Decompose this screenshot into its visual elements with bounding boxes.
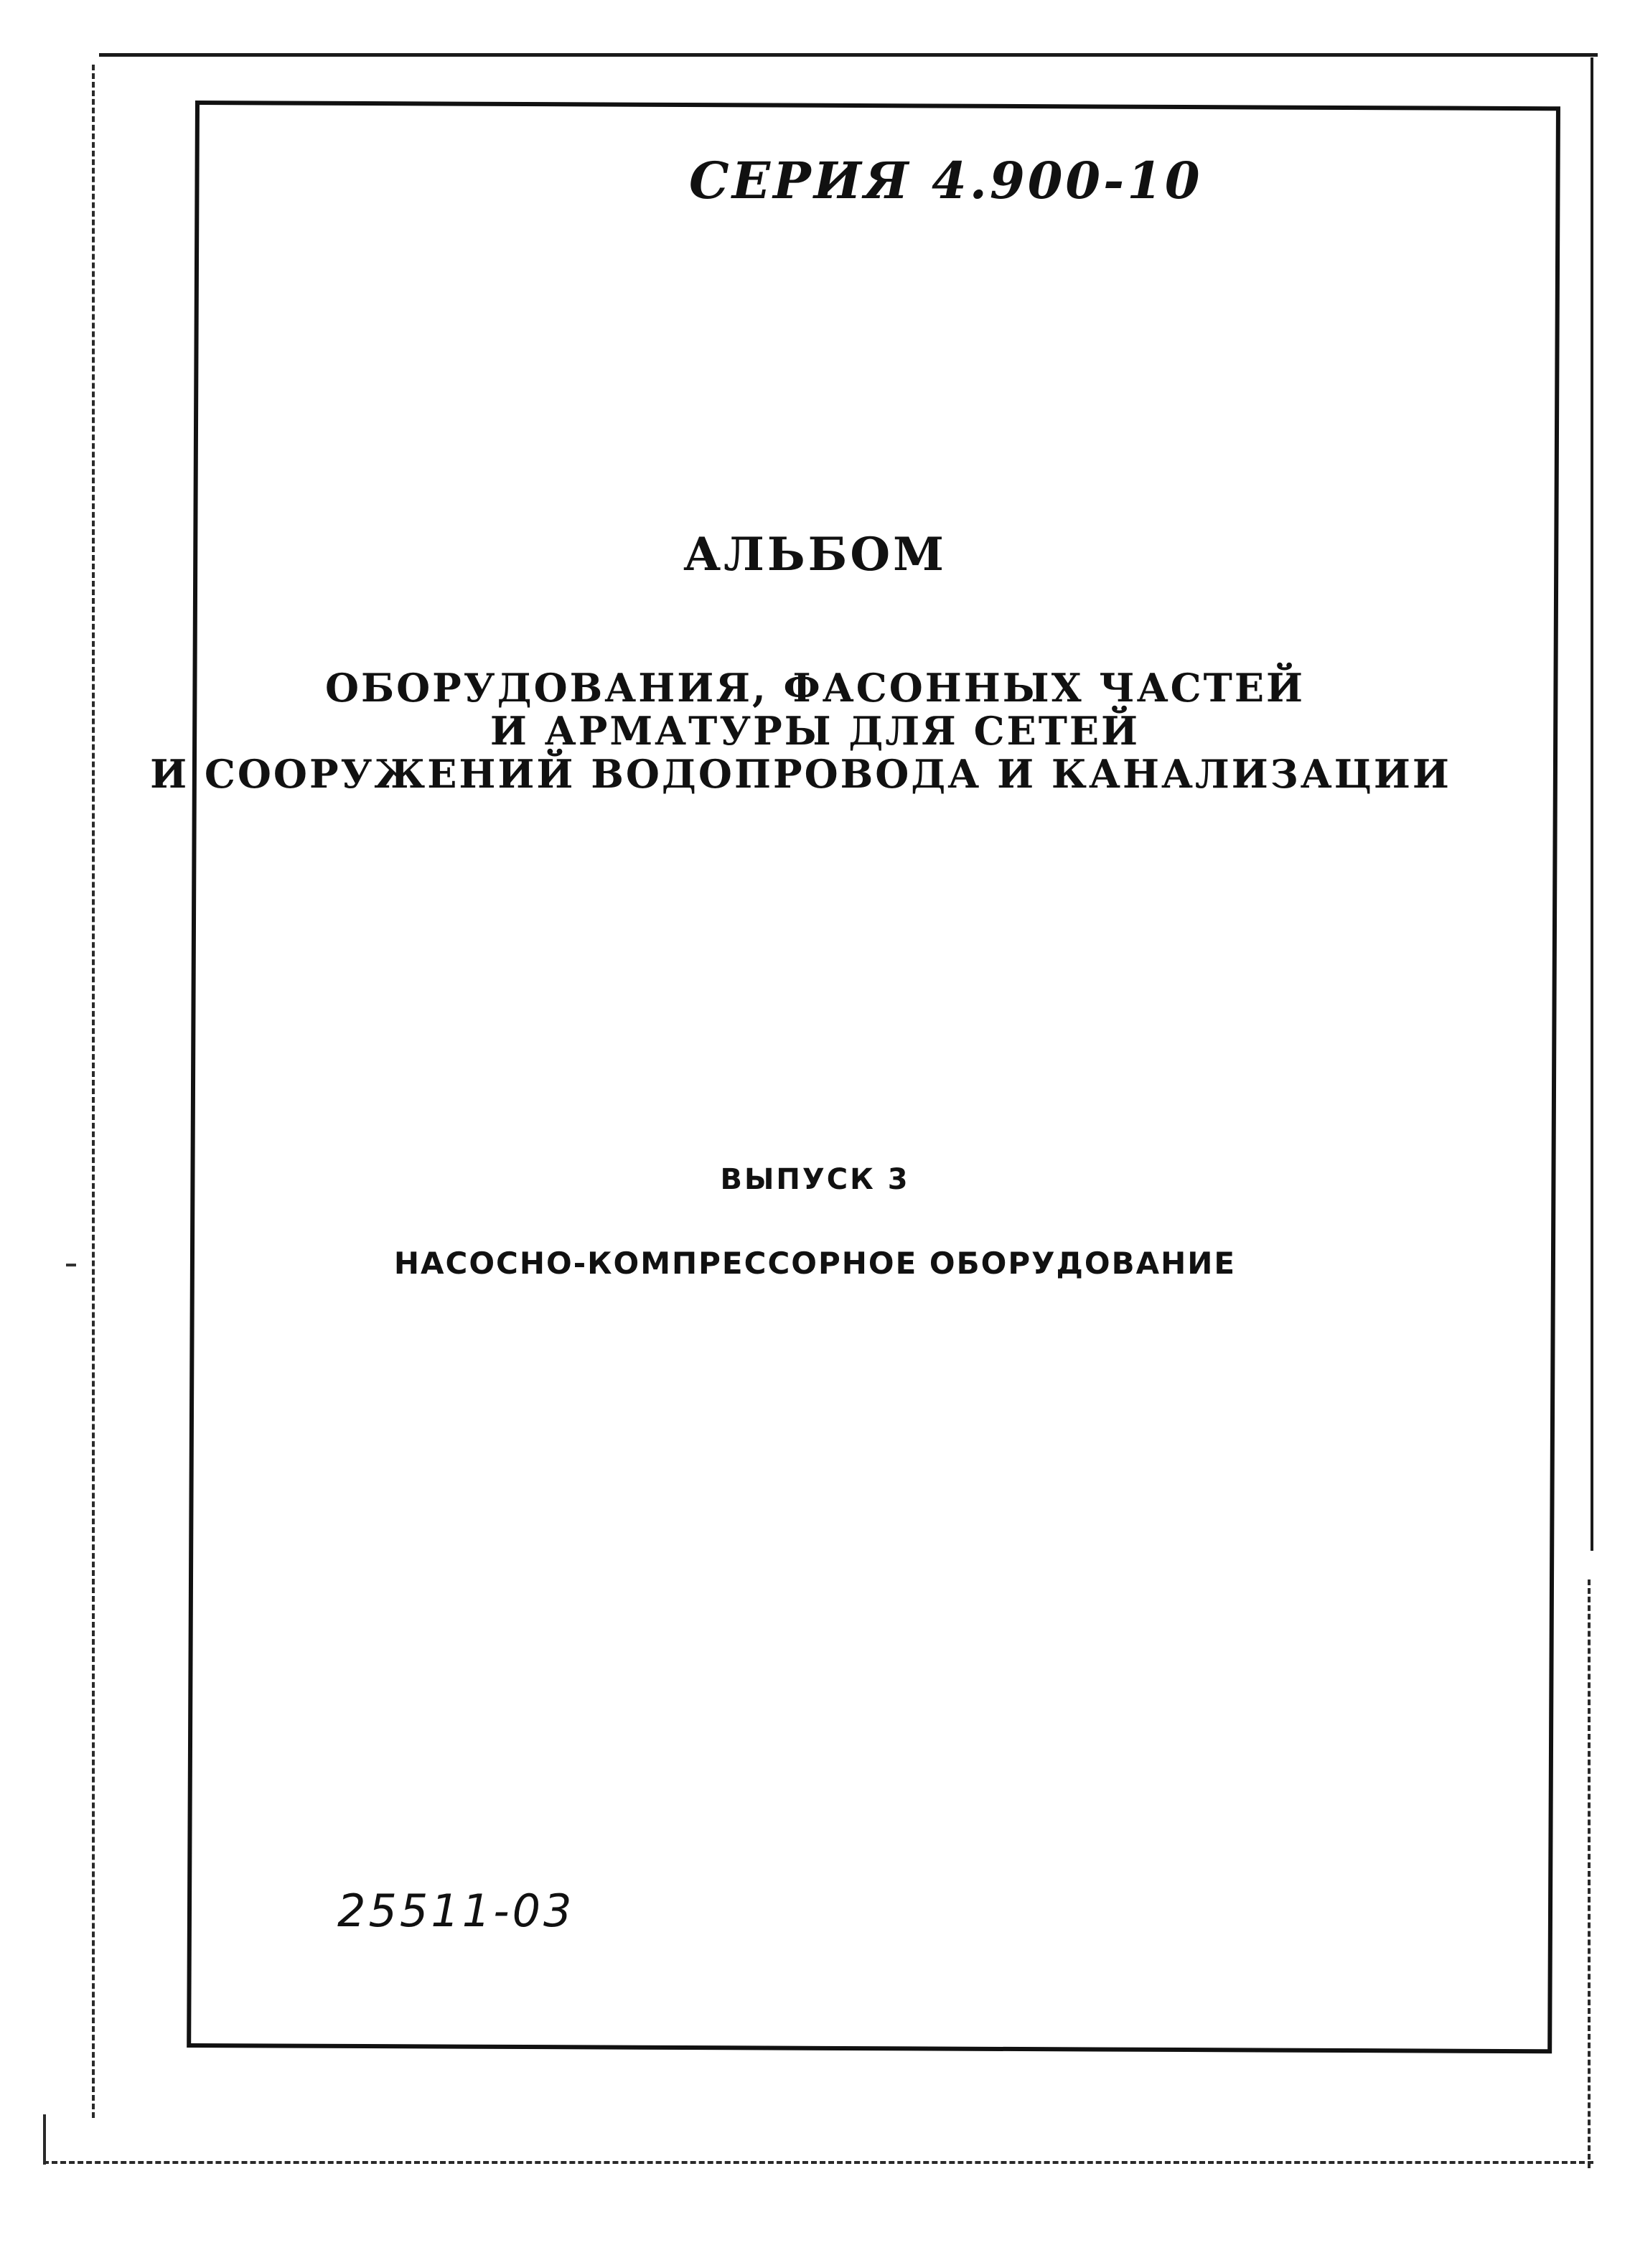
title-line-3: И СООРУЖЕНИЙ ВОДОПРОВОДА И КАНАЛИЗАЦИИ bbox=[150, 751, 1451, 797]
outer-sheet-border-left bbox=[92, 65, 95, 2118]
document-code: 25511-03 bbox=[337, 1885, 575, 1937]
outer-sheet-border-bottom bbox=[43, 2161, 1593, 2164]
inner-frame bbox=[187, 101, 1560, 2053]
title-line-2: И АРМАТУРЫ ДЛЯ СЕТЕЙ bbox=[490, 708, 1140, 754]
outer-sheet-corner bbox=[43, 2114, 46, 2165]
title-line-1: ОБОРУДОВАНИЯ, ФАСОННЫХ ЧАСТЕЙ bbox=[324, 665, 1306, 711]
album-heading: АЛЬБОМ bbox=[683, 528, 947, 582]
issue-subtitle: НАСОСНО-КОМПРЕССОРНОЕ ОБОРУДОВАНИЕ bbox=[393, 1246, 1237, 1281]
issue-number: ВЫПУСК 3 bbox=[720, 1163, 910, 1196]
outer-sheet-border-right-lower bbox=[1588, 1579, 1591, 2168]
series-number: СЕРИЯ 4.900-10 bbox=[689, 151, 1203, 210]
outer-sheet-border-right bbox=[1591, 57, 1593, 1551]
outer-sheet-border-top bbox=[99, 53, 1598, 57]
